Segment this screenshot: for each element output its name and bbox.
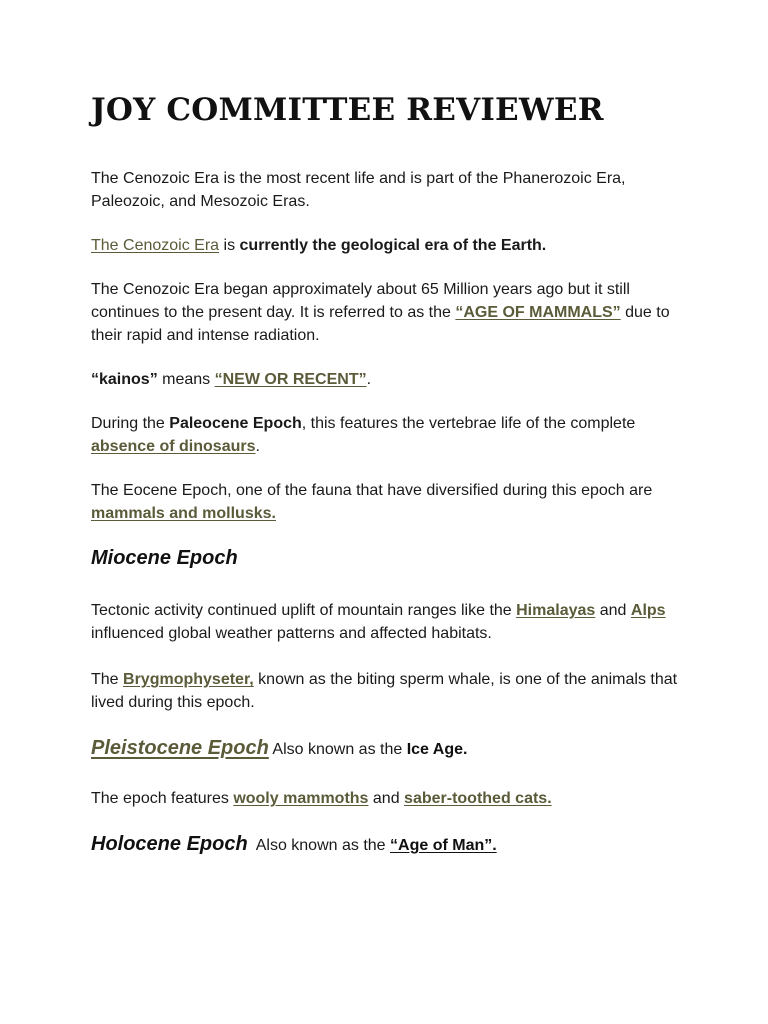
text-period-2: . — [255, 438, 260, 455]
text-also-known-as-2: Also known as the “Age of Man”. — [247, 837, 497, 854]
text-kainos: “kainos” — [91, 371, 158, 388]
text-vertebrae: , this features the vertebrae life of the complete — [301, 415, 636, 432]
text-during: During the — [91, 415, 170, 432]
link-mammals-and-mollusks[interactable]: mammals and mollusks. — [91, 505, 276, 522]
link-alps[interactable]: Alps — [630, 602, 666, 619]
text-biting-whale: known as the biting sperm whale, is one of the animals that lived during this epoch. — [91, 671, 678, 711]
text-radiation: due to their rapid and intense radiation. — [91, 304, 670, 344]
text-paleocene-epoch: Paleocene Epoch — [169, 415, 302, 432]
document-title: JOY COMMITTEE REVIEWER — [91, 92, 604, 128]
link-new-or-recent[interactable]: “NEW OR RECENT” — [214, 371, 367, 388]
holocene-heading-text: Holocene Epoch — [91, 833, 248, 855]
heading-pleistocene-epoch — [91, 737, 467, 760]
paragraph-eocene — [91, 479, 681, 525]
text-tectonic: Tectonic activity continued uplift of mountain ranges like the — [91, 602, 517, 619]
paragraph-tectonic — [91, 599, 681, 645]
link-cenozoic-era[interactable]: The Cenozoic Era — [91, 237, 220, 254]
link-brygmophyseter[interactable]: Brygmophyseter, — [123, 671, 254, 688]
text-means: means — [157, 371, 215, 388]
text-and: and — [595, 602, 631, 619]
text-eocene: The Eocene Epoch, one of the fauna that have diversified during this epoch are — [91, 482, 653, 499]
heading-holocene-epoch — [91, 833, 497, 856]
paragraph-cenozoic-intro: The Cenozoic Era is the most recent life and is part of the Phanerozoic Era, Paleozoic, and Mesozoic Eras. — [91, 170, 626, 210]
text-also-known-as: Also known as the Ice Age. — [268, 741, 468, 758]
link-age-of-man[interactable]: “Age of Man”. — [390, 837, 497, 854]
link-himalayas[interactable]: Himalayas — [516, 602, 596, 619]
text-features: The epoch features — [91, 790, 234, 807]
text-began: The Cenozoic Era began approximately about 65 Million years ago but it still continues to the present day. It is referred to as the — [91, 281, 630, 321]
paragraph-age-of-mammals — [91, 278, 681, 347]
link-pleistocene-epoch[interactable]: Pleistocene Epoch — [91, 737, 269, 759]
text-period: . — [366, 371, 372, 388]
link-age-of-mammals[interactable]: “AGE OF MAMMALS” — [455, 304, 621, 321]
text-ice-age: Ice Age. — [406, 741, 468, 758]
paragraph-epoch-features — [91, 787, 681, 810]
paragraph-paleocene — [91, 412, 681, 458]
text-and-2: and — [368, 790, 405, 807]
link-wooly-mammoths[interactable]: wooly mammoths — [233, 790, 369, 807]
text-influenced: influenced global weather patterns and affected habitats. — [91, 625, 492, 642]
paragraph-brygmophyseter — [91, 668, 681, 714]
text-the: The — [91, 671, 124, 688]
link-saber-toothed-cats[interactable]: saber-toothed cats. — [404, 790, 552, 807]
paragraph-current-era — [91, 234, 681, 257]
text-current-era-bold: currently the geological era of the Earth. — [239, 237, 547, 254]
text-is: is — [219, 237, 240, 254]
paragraph-kainos — [91, 368, 681, 391]
link-absence-of-dinosaurs[interactable]: absence of dinosaurs — [91, 438, 256, 455]
heading-miocene-epoch: Miocene Epoch — [91, 547, 238, 569]
